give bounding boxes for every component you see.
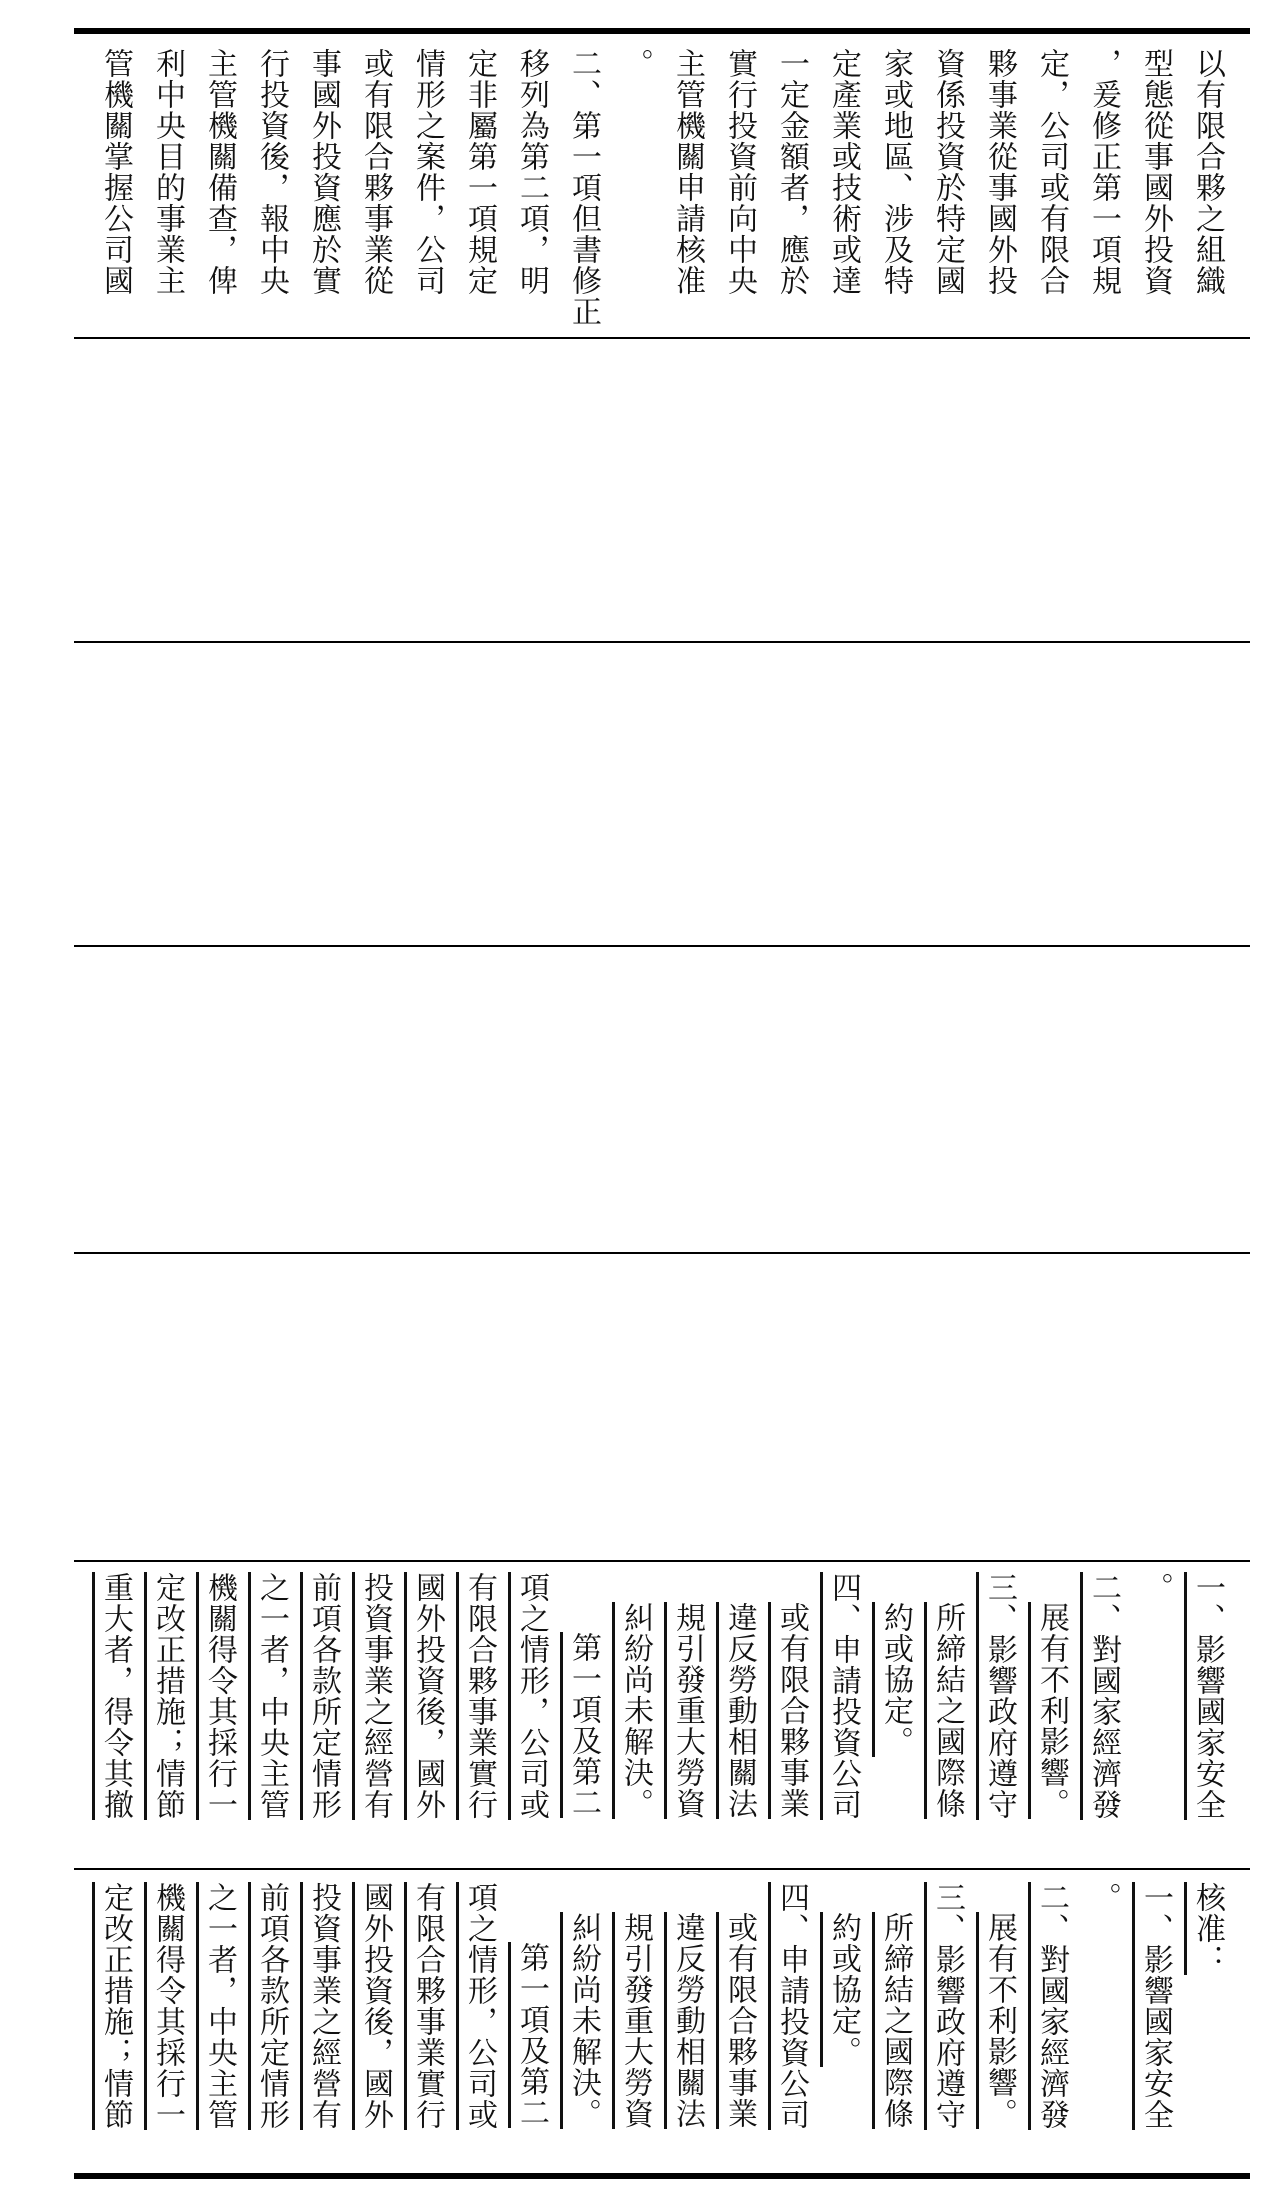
text-line: 以有限合夥之組織 [1190, 48, 1225, 296]
row-divider [74, 1252, 1250, 1254]
text-line: 定改正措施；情節 [150, 1572, 185, 1820]
explanation-cell [89, 48, 1233, 328]
text-line: 四、申請投資公司 [774, 1882, 809, 2130]
text-line: 管機關掌握公司國 [98, 48, 133, 296]
row-divider [74, 641, 1250, 643]
text-line: 主管機關備查，俾 [202, 48, 237, 296]
text-line: 資係投資於特定國 [930, 48, 965, 296]
text-line: 規引發重大勞資 [618, 1912, 653, 2129]
text-line: 。 [618, 48, 653, 79]
text-line: 之一者，中央主管 [254, 1572, 289, 1820]
text-line: 一、影響國家安全 [1190, 1572, 1225, 1820]
text-line: 違反勞動相關法 [722, 1602, 757, 1819]
text-line: 項之情形，公司或 [514, 1572, 549, 1820]
text-line: 項之情形，公司或 [462, 1882, 497, 2130]
text-line: 糾紛尚未解決。 [566, 1912, 601, 2129]
text-line: 主管機關申請核准 [670, 48, 705, 296]
text-line: ，爰修正第一項規 [1086, 48, 1121, 296]
text-line: 實行投資前向中央 [722, 48, 757, 296]
row-divider [74, 337, 1250, 339]
text-line: 或有限合夥事業 [774, 1602, 809, 1819]
text-line: 型態從事國外投資 [1138, 48, 1173, 296]
text-line: 所締結之國際條 [930, 1602, 965, 1819]
text-line: 定改正措施；情節 [98, 1882, 133, 2130]
text-line: 有限合夥事業實行 [462, 1572, 497, 1820]
text-line: 移列為第二項，明 [514, 48, 549, 296]
text-line: 糾紛尚未解決。 [618, 1602, 653, 1819]
text-line: 有限合夥事業實行 [410, 1882, 445, 2130]
table-top-border [74, 28, 1250, 34]
text-line: 四、申請投資公司 [826, 1572, 861, 1820]
text-line: 二、第一項但書修正 [566, 48, 601, 327]
text-line: 違反勞動相關法 [670, 1912, 705, 2129]
text-line: 事國外投資應於實 [306, 48, 341, 296]
text-line: 定非屬第一項規定 [462, 48, 497, 296]
text-line: 國外投資後，國外 [410, 1572, 445, 1820]
row-divider [74, 1560, 1250, 1562]
text-line: 三、影響政府遵守 [930, 1882, 965, 2130]
text-line: 或有限合夥事業 [722, 1912, 757, 2129]
text-line: 約或協定。 [826, 1912, 861, 2067]
text-line: 利中央目的事業主 [150, 48, 185, 296]
text-line: 規引發重大勞資 [670, 1602, 705, 1819]
text-line: 第一項及第二 [514, 1942, 549, 2128]
text-line: 定產業或技術或達 [826, 48, 861, 296]
text-line: 二、對國家經濟發 [1086, 1572, 1121, 1820]
text-line: 前項各款所定情形 [306, 1572, 341, 1820]
current-provision-cell [89, 1572, 1233, 1862]
text-line: 前項各款所定情形 [254, 1882, 289, 2130]
text-line: 核准： [1190, 1882, 1225, 1975]
text-line: 情形之案件，公司 [410, 48, 445, 296]
text-line: 投資事業之經營有 [306, 1882, 341, 2130]
text-line: 重大者，得令其撤 [98, 1572, 133, 1820]
text-line: 國外投資後，國外 [358, 1882, 393, 2130]
text-line: 投資事業之經營有 [358, 1572, 393, 1820]
text-line: 所締結之國際條 [878, 1912, 913, 2129]
text-line: 機關得令其採行一 [150, 1882, 185, 2130]
text-line: 第一項及第二 [566, 1632, 601, 1818]
table-bottom-border [74, 2173, 1250, 2179]
text-line: 或有限合夥事業從 [358, 48, 393, 296]
text-line: 之一者，中央主管 [202, 1882, 237, 2130]
text-line: 一、影響國家安全 [1138, 1882, 1173, 2130]
text-line: 約或協定。 [878, 1602, 913, 1757]
row-divider [74, 1868, 1250, 1870]
text-line: 定，公司或有限合 [1034, 48, 1069, 296]
amended-provision-cell [89, 1882, 1233, 2167]
text-line: 一定金額者，應於 [774, 48, 809, 296]
text-line: 三、影響政府遵守 [982, 1572, 1017, 1820]
text-line: 展有不利影響。 [982, 1912, 1017, 2129]
text-line: 夥事業從事國外投 [982, 48, 1017, 296]
text-line: 展有不利影響。 [1034, 1602, 1069, 1819]
text-line: 機關得令其採行一 [202, 1572, 237, 1820]
text-line: 。 [1086, 1882, 1121, 1913]
text-line: 行投資後，報中央 [254, 48, 289, 296]
text-line: 家或地區、涉及特 [878, 48, 913, 296]
text-line: 二、對國家經濟發 [1034, 1882, 1069, 2130]
row-divider [74, 945, 1250, 947]
text-line: 。 [1138, 1572, 1173, 1603]
